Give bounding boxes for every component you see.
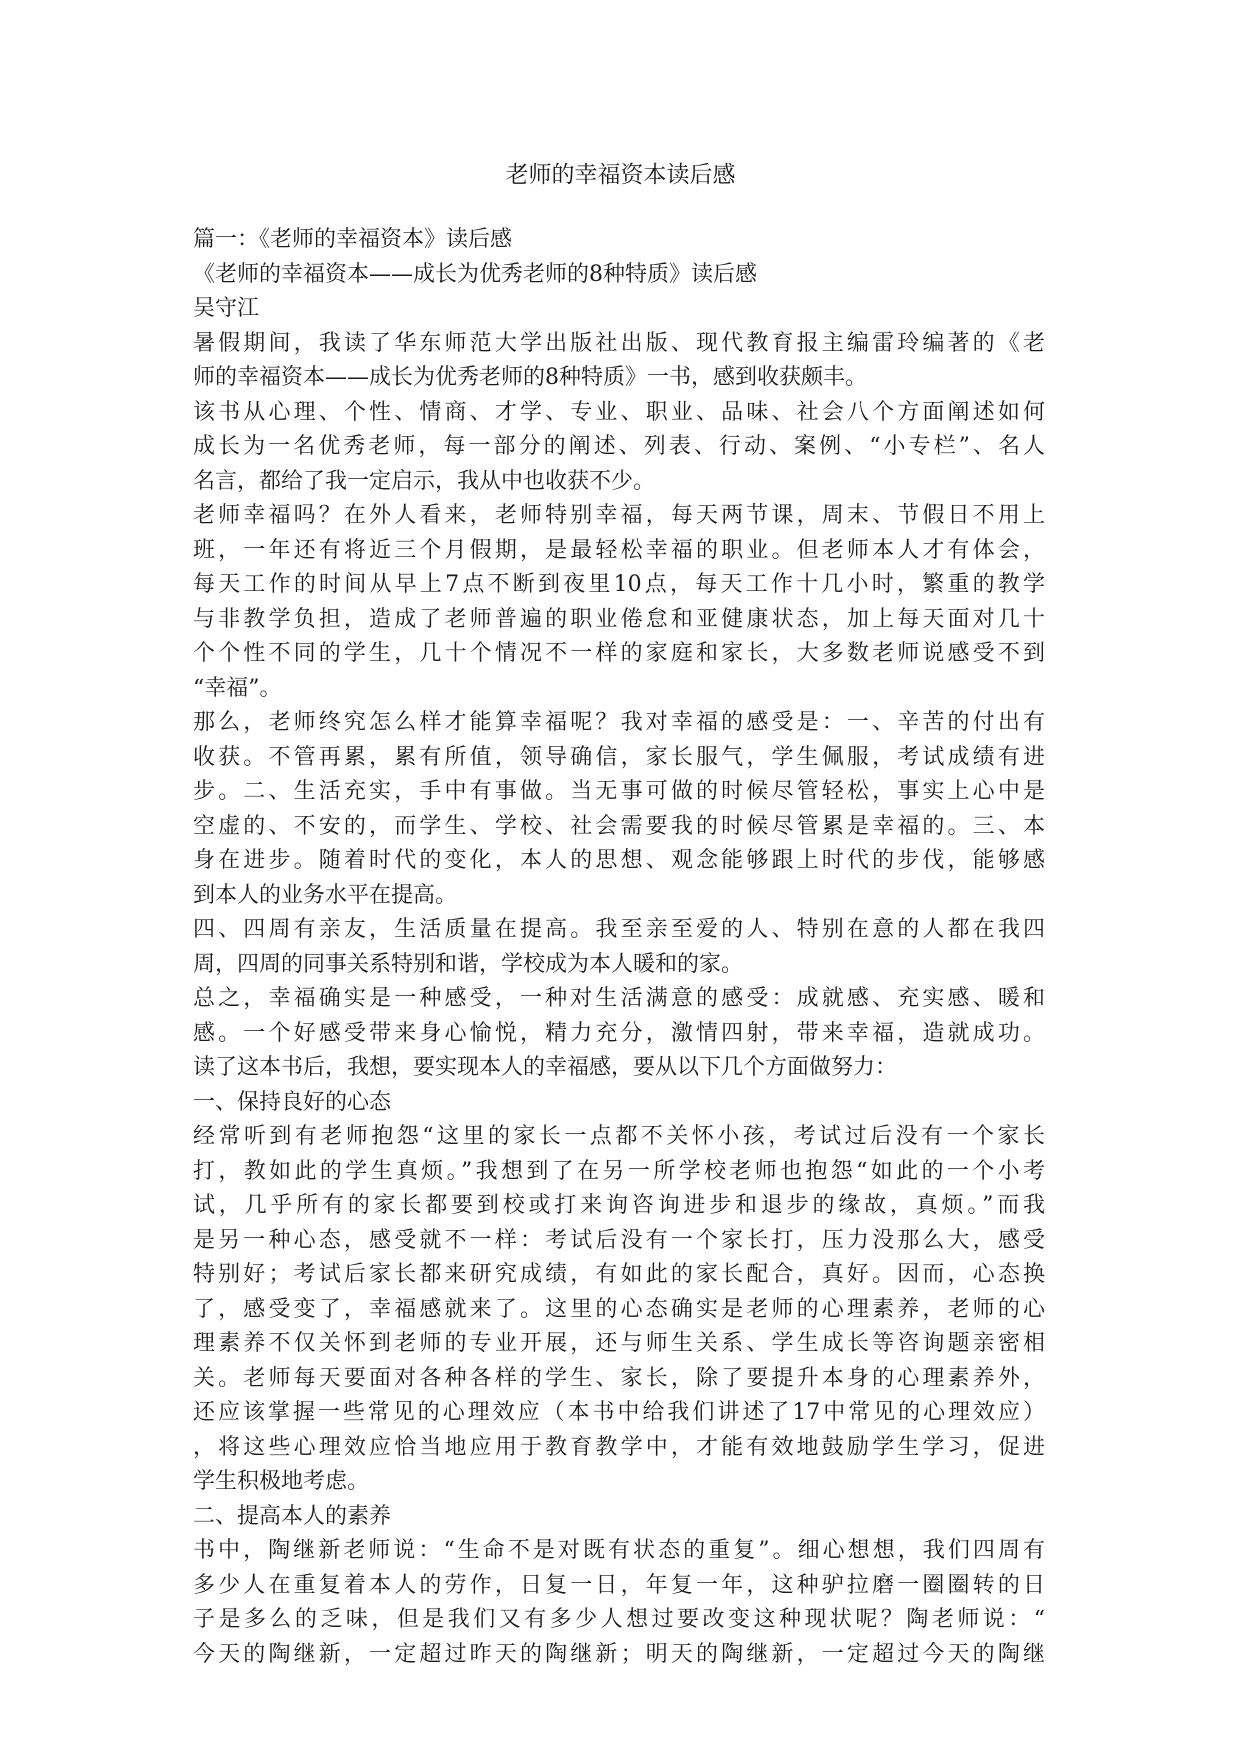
- text-line: 每天工作的时间从早上7点不断到夜里10点，每天工作十几小时，繁重的教学: [193, 572, 1045, 597]
- text-line: 试，几乎所有的家长都要到校或打来询咨询进步和退步的缘故，真烦。”而我: [193, 1193, 1045, 1218]
- text-line: 该书从心理、个性、情商、才学、专业、职业、品味、社会八个方面阐述如何: [193, 399, 1045, 425]
- text-line: 四、四周有亲友，生活质量在提高。我至亲至爱的人、特别在意的人都在我四: [193, 917, 1045, 942]
- text-line: 身在进步。随着时代的变化，本人的思想、观念能够跟上时代的步伐，能够感: [193, 848, 1045, 873]
- text-line: 还应该掌握一些常见的心理效应（本书中给我们讲述了17中常见的心理效应）: [193, 1400, 1045, 1425]
- text-line: 书中，陶继新老师说：“生命不是对既有状态的重复”。细心想想，我们四周有: [193, 1538, 1045, 1563]
- text-line: 空虚的、不安的，而学生、学校、社会需要我的时候尽管累是幸福的。三、本: [193, 813, 1045, 839]
- text-line: 个个性不同的学生，几十个情况不一样的家庭和家长，大多数老师说感受不到: [193, 641, 1045, 666]
- text-line: 班，一年还有将近三个月假期，是最轻松幸福的职业。但老师本人才有体会，: [193, 537, 1045, 563]
- text-line: 总之，幸福确实是一种感受，一种对生活满意的感受：成就感、充实感、暖和: [193, 986, 1045, 1011]
- text-line: 打，教如此的学生真烦。”我想到了在另一所学校老师也抱怨“如此的一个小考: [193, 1158, 1045, 1184]
- document-title: 老师的幸福资本读后感: [505, 162, 736, 188]
- text-line: 感。一个好感受带来身心愉悦，精力充分，激情四射，带来幸福，造就成功。: [193, 1020, 1045, 1046]
- text-line: 了，感受变了，幸福感就来了。这里的心态确实是老师的心理素养，老师的心: [193, 1296, 1045, 1322]
- text-line: ，将这些心理效应恰当地应用于教育教学中，才能有效地鼓励学生学习，促进: [193, 1434, 1045, 1460]
- text-line: 特别好；考试后家长都来研究成绩，有如此的家长配合，真好。因而，心态换: [193, 1262, 1045, 1287]
- text-line: 理素养不仅关怀到老师的专业开展，还与师生关系、学生成长等咨询题亲密相: [193, 1331, 1045, 1356]
- text-line: 成长为一名优秀老师，每一部分的阐述、列表、行动、案例、“小专栏”、名人: [193, 434, 1045, 459]
- text-line: 那么，老师终究怎么样才能算幸福呢？我对幸福的感受是：一、辛苦的付出有: [193, 710, 1045, 735]
- text-line: 到本人的业务水平在提高。: [193, 882, 458, 908]
- text-line: 名言，都给了我一定启示，我从中也收获不少。: [193, 468, 656, 494]
- text-line: 多少人在重复着本人的劳作，日复一日，年复一年，这种驴拉磨一圈圈转的日: [193, 1572, 1045, 1598]
- text-line: 经常听到有老师抱怨“这里的家长一点都不关怀小孩，考试过后没有一个家长: [193, 1124, 1045, 1149]
- text-line: 周，四周的同事关系特别和谐，学校成为本人暖和的家。: [193, 951, 744, 977]
- text-line: 一、保持良好的心态: [193, 1089, 392, 1115]
- document-body: [193, 223, 1045, 1672]
- text-line: 篇一：《老师的幸福资本》读后感: [193, 227, 513, 252]
- text-line: 读了这本书后，我想，要实现本人的幸福感，要从以下几个方面做努力：: [193, 1055, 898, 1080]
- text-line: 收获。不管再累，累有所值，领导确信，家长服气，学生佩服，考试成绩有进: [193, 744, 1045, 770]
- text-line: 与非教学负担，造成了老师普遍的职业倦怠和亚健康状态，加上每天面对几十: [193, 606, 1045, 632]
- text-line: 吴守江: [193, 296, 260, 321]
- text-line: “幸福”。: [193, 675, 282, 701]
- text-line: 是另一种心态，感受就不一样：考试后没有一个家长打，压力没那么大，感受: [193, 1227, 1045, 1253]
- text-line: 学生积极地考虑。: [193, 1469, 370, 1494]
- text-line: 暑假期间，我读了华东师范大学出版社出版、现代教育报主编雷玲编著的《老: [193, 330, 1045, 356]
- text-line: 今天的陶继新，一定超过昨天的陶继新；明天的陶继新，一定超过今天的陶继: [193, 1641, 1045, 1667]
- text-line: 《老师的幸福资本——成长为优秀老师的8种特质》读后感: [193, 261, 757, 287]
- text-line: 老师幸福吗？在外人看来，老师特别幸福，每天两节课，周末、节假日不用上: [193, 503, 1045, 528]
- text-line: 关。老师每天要面对各种各样的学生、家长，除了要提升本身的心理素养外，: [193, 1365, 1045, 1391]
- text-line: 子是多么的乏味，但是我们又有多少人想过要改变这种现状呢？陶老师说：“: [193, 1607, 1045, 1632]
- text-line: 二、提高本人的素养: [193, 1503, 392, 1529]
- text-line: 师的幸福资本——成长为优秀老师的8种特质》一书，感到收获颇丰。: [193, 365, 867, 390]
- text-line: 步。二、生活充实，手中有事做。当无事可做的时候尽管轻松，事实上心中是: [193, 779, 1045, 804]
